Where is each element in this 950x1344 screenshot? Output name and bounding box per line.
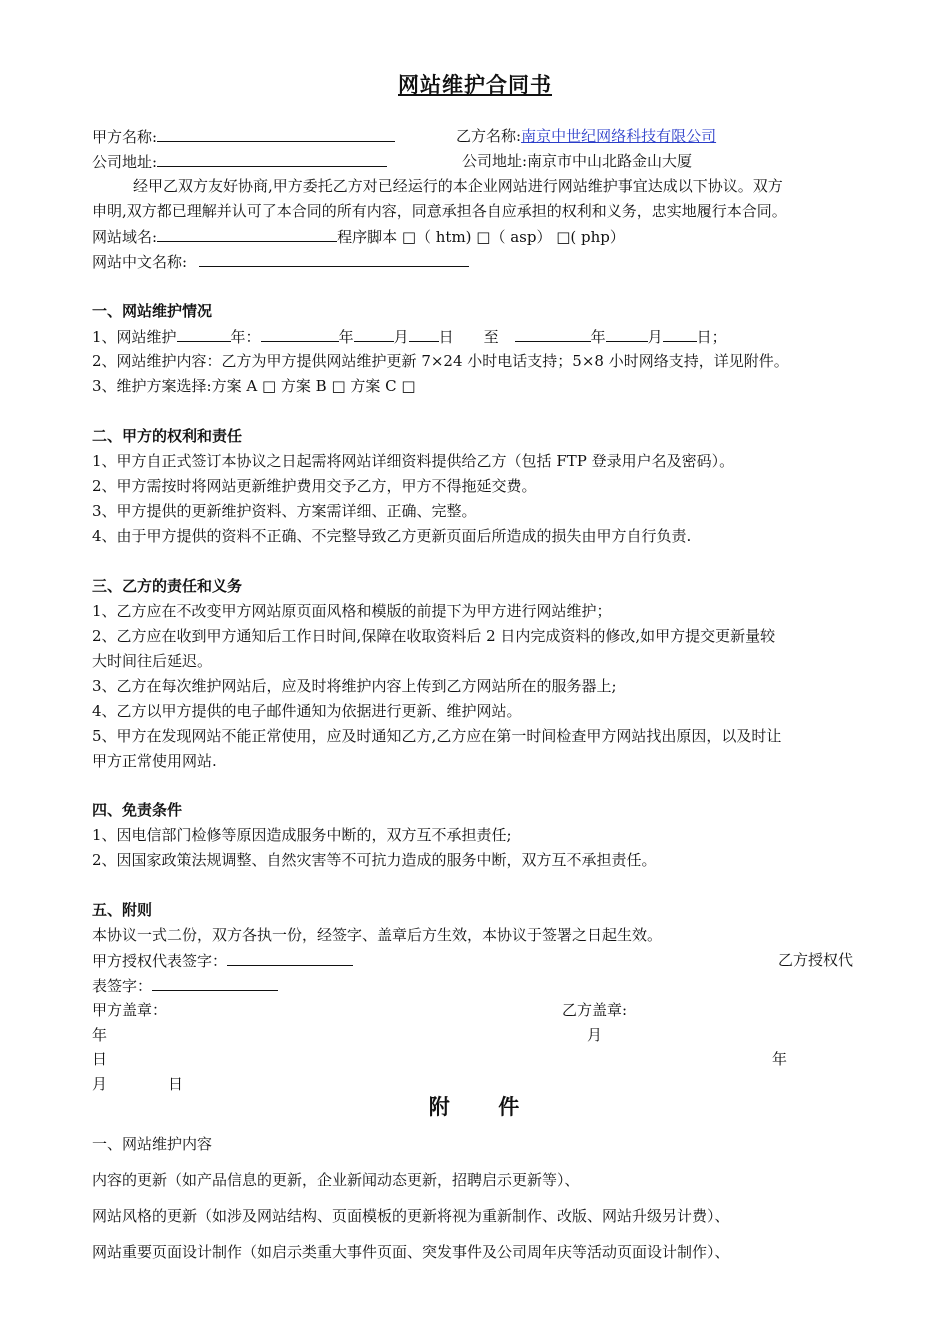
section-5-body: 本协议一式二份，双方各执一份，经签字、盖章后方生效，本协议于签署之日起生效。 (92, 926, 663, 944)
section-1-heading: 一、网站维护情况 (92, 302, 213, 320)
section-2-item-1: 1、甲方自正式签订本协议之日起需将网站详细资料提供给乙方（包括 FTP 登录用户名及密码）。 (92, 452, 735, 470)
date-a-year: 年 (92, 1026, 108, 1044)
domain-row (92, 226, 625, 247)
date-b-day: 日 (168, 1075, 184, 1093)
sign-a-label: 甲方授权代表签字： (92, 952, 228, 970)
party-b-name-row (456, 126, 716, 146)
appendix-line-1: 内容的更新（如产品信息的更新，企业新闻动态更新，招聘启示更新等）、 (92, 1171, 580, 1189)
party-a-name-blank (157, 126, 395, 142)
section-4-heading: 四、免责条件 (92, 801, 183, 819)
seal-a-label: 甲方盖章： (92, 1001, 168, 1019)
section-2-heading: 二、甲方的权利和责任 (92, 427, 243, 445)
s1-item1-year: 年 (338, 328, 354, 346)
section-3-item-2-line-2: 大时间往后延迟。 (92, 652, 213, 670)
party-a-name-label: 甲方名称: (92, 128, 158, 146)
blank (354, 326, 394, 342)
date-a-day: 日 (92, 1050, 108, 1068)
s1-item1-day: 日 (438, 328, 454, 346)
section-3-heading: 三、乙方的责任和义务 (92, 577, 243, 595)
party-a-name-row (92, 126, 395, 147)
section-3-item-2-line-1: 2、乙方应在收到甲方通知后工作日时间,保障在收取资料后 2 日内完成资料的修改,如甲方提交更新量较 (92, 627, 776, 645)
date-a-month: 月 (587, 1026, 603, 1044)
section-2-item-4: 4、由于甲方提供的资料不正确、不完整导致乙方更新页面后所造成的损失由甲方自行负责. (92, 527, 692, 545)
domain-blank (157, 226, 337, 242)
sign-b-blank (152, 975, 278, 991)
company-address-a-row (92, 151, 387, 172)
section-5-heading: 五、附则 (92, 901, 153, 919)
blank (409, 326, 439, 342)
blank (261, 326, 339, 342)
blank (515, 326, 591, 342)
domain-label: 网站域名: (92, 228, 158, 246)
section-1-item-1 (92, 326, 727, 347)
section-1-item-3: 3、维护方案选择:方案 A □ 方案 B □ 方案 C □ (92, 377, 416, 395)
s1-item1-day2: 日； (696, 328, 727, 346)
date-b-year: 年 (772, 1050, 788, 1068)
appendix-sub-1: 一、网站维护内容 (92, 1135, 213, 1153)
blank (177, 326, 231, 342)
party-b-name-label: 乙方名称: (456, 127, 522, 145)
section-1-item-2: 2、网站维护内容：乙方为甲方提供网站维护更新 7×24 小时电话支持；5×8 小时网络支持，详见附件。 (92, 352, 789, 370)
section-3-item-3: 3、乙方在每次维护网站后，应及时将维护内容上传到乙方网站所在的服务器上; (92, 677, 617, 695)
intro-line-2: 申明,双方都已理解并认可了本合同的所有内容，同意承担各自应承担的权利和义务，忠实地履行本合同。 (92, 202, 787, 220)
company-address-a-blank (157, 151, 387, 167)
section-2-item-2: 2、甲方需按时将网站更新维护费用交予乙方，甲方不得拖延交费。 (92, 477, 537, 495)
seal-b-label: 乙方盖章: (562, 1001, 628, 1019)
appendix-heading: 附 件 (428, 1095, 522, 1119)
appendix-line-2: 网站风格的更新（如涉及网站结构、页面模板的更新将视为重新制作、改版、网站升级另计费）、 (92, 1207, 730, 1225)
section-3-item-4: 4、乙方以甲方提供的电子邮件通知为依据进行更新、维护网站。 (92, 702, 522, 720)
sign-b-row (92, 975, 278, 996)
section-2-item-3: 3、甲方提供的更新维护资料、方案需详细、正确、完整。 (92, 502, 477, 520)
date-b-month: 月 (92, 1075, 108, 1093)
s1-item1-month2: 月 (647, 328, 663, 346)
document-title: 网站维护合同书 (398, 72, 552, 97)
company-address-a-label: 公司地址: (92, 153, 158, 171)
s1-item1-text: 1、网站维护 (92, 328, 177, 346)
blank (606, 326, 648, 342)
cn-name-label: 网站中文名称: (92, 253, 188, 271)
section-4-item-2: 2、因国家政策法规调整、自然灾害等不可抗力造成的服务中断，双方互不承担责任。 (92, 851, 657, 869)
s1-item1-nian-label: 年： (230, 328, 261, 346)
script-options: 程序脚本 □（ htm) □（ asp） □( php） (337, 228, 625, 246)
s1-item1-to: 至 (483, 328, 499, 346)
cn-name-blank (199, 251, 469, 267)
sign-a-blank (227, 950, 353, 966)
section-3-item-5-line-1: 5、甲方在发现网站不能正常使用，应及时通知乙方,乙方应在第一时间检查甲方网站找出原因，以及时让 (92, 727, 782, 745)
party-b-name-link[interactable]: 南京中世纪网络科技有限公司 (521, 127, 717, 145)
company-address-b: 公司地址:南京市中山北路金山大厦 (462, 152, 693, 170)
section-3-item-5-line-2: 甲方正常使用网站. (92, 752, 217, 770)
cn-name-row (92, 251, 469, 272)
intro-line-1: 经甲乙双方友好协商,甲方委托乙方对已经运行的本企业网站进行网站维护事宜达成以下协议。双方 (133, 177, 783, 195)
sign-b-label-part-2: 表签字： (92, 977, 153, 995)
sign-a-row (92, 950, 353, 971)
section-3-item-1: 1、乙方应在不改变甲方网站原页面风格和模版的前提下为甲方进行网站维护； (92, 602, 612, 620)
s1-item1-year2: 年 (590, 328, 606, 346)
appendix-line-3: 网站重要页面设计制作（如启示类重大事件页面、突发事件及公司周年庆等活动页面设计制作）、 (92, 1243, 730, 1261)
blank (663, 326, 697, 342)
sign-b-label-part-1: 乙方授权代 (778, 951, 854, 969)
section-4-item-1: 1、因电信部门检修等原因造成服务中断的，双方互不承担责任; (92, 826, 512, 844)
s1-item1-month: 月 (393, 328, 409, 346)
